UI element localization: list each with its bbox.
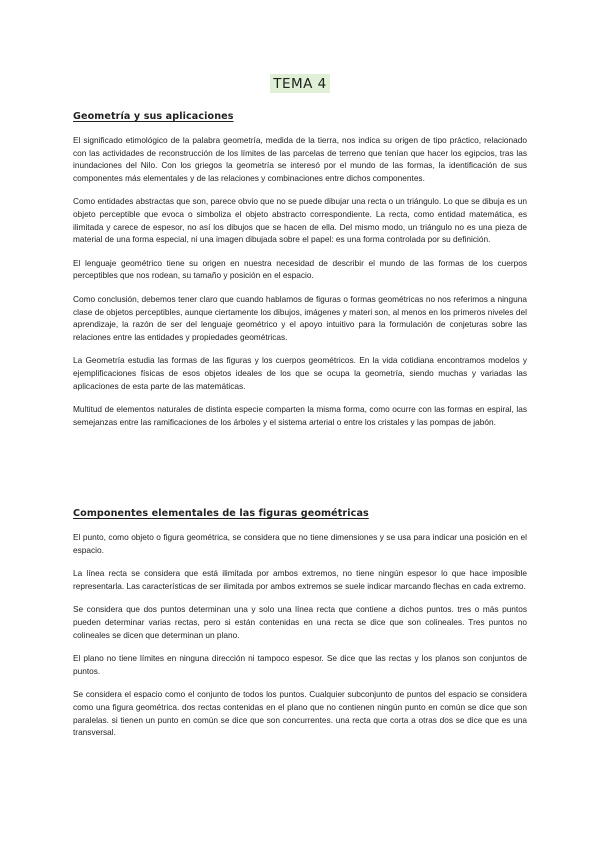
paragraph: El punto, como objeto o figura geométrica, se considera que no tiene dimensiones y se usa para indicar una posición en el espacio. [73, 532, 527, 555]
paragraph: El plano no tiene límites en ninguna dirección ni tampoco espesor. Se dice que las rectas y los planos son conjuntos de puntos. [73, 653, 527, 676]
section-componentes [73, 508, 527, 739]
paragraph: Como conclusión, debemos tener claro que cuando hablamos de figuras o formas geométricas no nos referimos a ninguna clase de objetos perceptibles, aunque ciertamente los dibujos, imágenes y materi son, al menos en los primeros niveles del aprendizaje, la razón de ser del lenguaje geométrico y el apoyo intuitivo para la formulación de conjeturas sobre las relaciones entre las entidades y propiedades geométricas. [73, 293, 527, 342]
paragraph: El significado etimológico de la palabra geometría, medida de la tierra, nos indica su origen de tipo práctico, relacionado con las actividades de reconstrucción de los límites de las parcelas de terreno que tenían que hacer los egipcios, tras las inundaciones del Nilo. Con los griegos la geometría se interesó por el mundo de las formas, la identificación de sus componentes más elementales y de las relaciones y combinaciones entre dichos componentes. [73, 135, 527, 183]
paragraph: Como entidades abstractas que son, parece obvio que no se puede dibujar una recta o un triángulo. Lo que se dibuja es un objeto perceptible que evoca o simboliza el objeto abstracto correspondiente. La recta, como entidad matemática, es ilimitada y carece de espesor, no así los dibujos que se hacen de ella. Del mismo modo, un triángulo no es una pieza de material de una forma especial, ni una imagen dibujada sobre el papel: es una forma controlada por su definición. [73, 196, 527, 245]
section-heading-componentes: Componentes elementales de las figuras geométricas [73, 508, 369, 519]
title-wrapper [0, 74, 600, 93]
paragraph: Multitud de elementos naturales de distinta especie comparten la misma forma, como ocurre con las formas en espiral, las semejanzas entre las ramificaciones de los árboles y el sistema arterial o entre los cristales y las pompas de jabón. [73, 404, 527, 427]
paragraph: El lenguaje geométrico tiene su origen en nuestra necesidad de describir el mundo de las formas de los cuerpos perceptibles que nos rodean, su tamaño y posición en el espacio. [73, 257, 527, 281]
page-title: TEMA 4 [270, 74, 330, 93]
paragraph: Se considera que dos puntos determinan una y solo una línea recta que contiene a dichos puntos. tres o más puntos pueden determinar varias rectas, pero si están contenidas en una recta se dice que son colineales. Tres puntos no colineales se dicen que determinan un plano. [73, 604, 527, 640]
paragraph: La línea recta se considera que está ilimitada por ambos extremos, no tiene ningún espesor lo que hace imposible representarla. Las características de ser ilimitada por ambos extremos se suele indicar marcando flechas en cada extremo. [73, 568, 527, 591]
section-heading-geometria: Geometría y sus aplicaciones [73, 111, 234, 122]
section-geometria [73, 111, 527, 428]
paragraph: Se considera el espacio como el conjunto de todos los puntos. Cualquier subconjunto de puntos del espacio se considera como una figura geométrica. dos rectas contenidas en el plano que no contienen ningún punto en común se dice que son paralelas. si tienen un punto en común se dice que son concurrentes. una recta que corta a otras dos se dice que es una transversal. [73, 689, 527, 738]
paragraph: La Geometría estudia las formas de las figuras y los cuerpos geométricos. En la vida cotidiana encontramos modelos y ejemplificaciones físicas de esos objetos ideales de los que se ocupa la geometría, siendo muchas y variadas las aplicaciones de esta parte de las matemáticas. [73, 355, 527, 391]
